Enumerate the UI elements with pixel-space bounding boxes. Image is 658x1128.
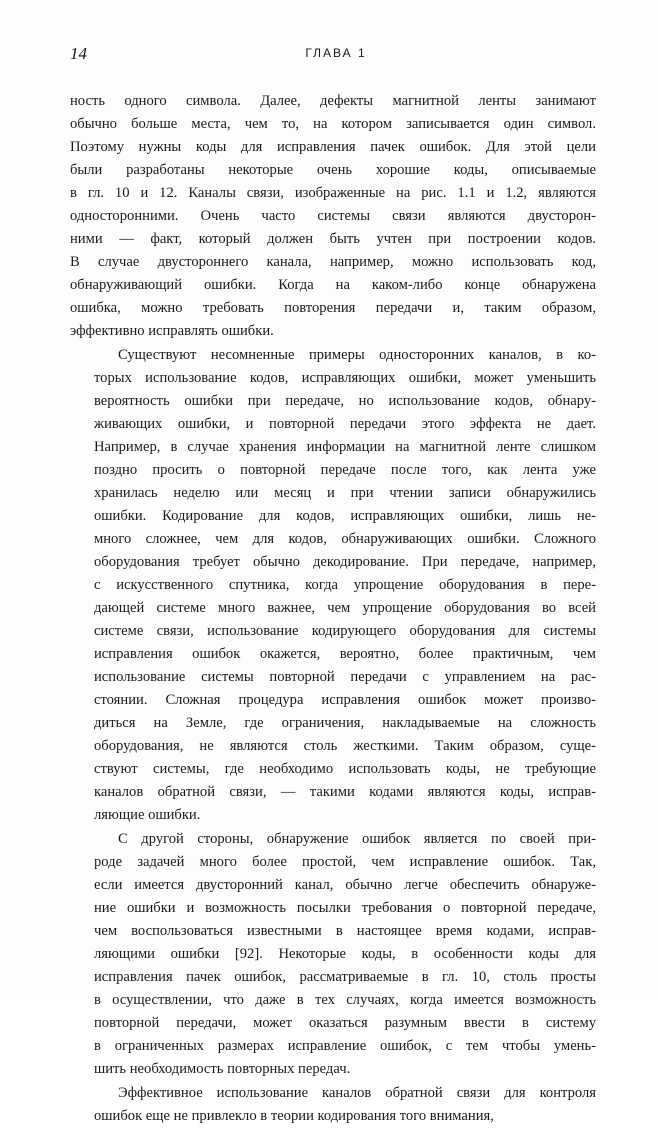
text-line: оборудования требует обычно декодирование. При передаче, например,: [94, 554, 596, 570]
text-line: эффективно исправлять ошибки.: [70, 323, 274, 339]
text-line: ошибок еще не привлекло в теории кодирования того внимания,: [94, 1108, 494, 1124]
page-number: 14: [70, 44, 87, 63]
text-line: Например, в случае хранения информации на магнитной ленте слишком: [94, 439, 596, 455]
body-text: [70, 90, 596, 1128]
text-line: диться на Земле, где ограничения, накладываемые на сложность: [94, 715, 596, 731]
text-line: ляющими ошибки [92]. Некоторые коды, в особенности коды для: [94, 946, 596, 962]
text-line: Поэтому нужны коды для исправления пачек ошибок. Для этой цели: [70, 139, 596, 155]
text-line: повторной передачи, может оказаться разумным ввести в систему: [94, 1015, 596, 1031]
text-line: обычно больше места, чем то, на котором записывается один символ.: [70, 116, 596, 132]
text-line: ность одного символа. Далее, дефекты магнитной ленты занимают: [70, 93, 596, 109]
text-line: поздно просить о повторной передаче после того, как лента уже: [94, 462, 596, 478]
text-line: каналов обратной связи, — такими кодами являются коды, исправ-: [94, 784, 596, 800]
text-line: если имеется двусторонний канал, обычно легче обеспечить обнаруже-: [94, 877, 596, 893]
text-line: ошибки. Кодирование для кодов, исправляющих ошибки, лишь не-: [94, 508, 596, 524]
paragraph: [70, 344, 596, 827]
text-line: в гл. 10 и 12. Каналы связи, изображенные на рис. 1.1 и 1.2, являются: [70, 185, 596, 201]
text-line: ние ошибки и возможность посылки требования о повторной передаче,: [94, 900, 596, 916]
text-line: в ограниченных размерах исправление ошибок, с тем чтобы умень-: [94, 1038, 596, 1054]
text-line: ошибка, можно требовать повторения передачи и, таким образом,: [70, 300, 596, 316]
text-line: исправления ошибок окажется, вероятно, более практичным, чем: [94, 646, 596, 662]
text-line: обнаруживающий ошибки. Когда на каком-либо конце обнаружена: [70, 277, 596, 293]
text-line: хранилась неделю или месяц и при чтении записи обнаружились: [94, 485, 596, 501]
text-line: С другой стороны, обнаружение ошибок является по своей при-: [118, 831, 596, 847]
text-line: с искусственного спутника, когда упрощение оборудования в пере-: [94, 577, 596, 593]
text-line: ствуют системы, где необходимо использовать коды, не требующие: [94, 761, 596, 777]
text-line: Существуют несомненные примеры односторонних каналов, в ко-: [118, 347, 596, 363]
text-line: чем воспользоваться известными в настоящее время кодами, исправ-: [94, 923, 596, 939]
text-line: вероятность ошибки при передаче, но использование кодов, обнару-: [94, 393, 596, 409]
page-header: [70, 44, 602, 66]
text-line: Эффективное использование каналов обратной связи для контроля: [118, 1085, 596, 1101]
paragraph: [70, 1082, 596, 1128]
text-line: односторонними. Очень часто системы связи являются двусторон-: [70, 208, 596, 224]
text-line: торых использование кодов, исправляющих ошибки, может уменьшить: [94, 370, 596, 386]
text-line: В случае двустороннего канала, например, можно использовать код,: [70, 254, 596, 270]
text-line: использование системы повторной передачи с управлением на рас-: [94, 669, 596, 685]
text-line: оборудования, не являются столь жесткими. Таким образом, суще-: [94, 738, 596, 754]
text-line: ляющие ошибки.: [94, 807, 201, 823]
text-line: много сложнее, чем для кодов, обнаруживающих ошибки. Сложного: [94, 531, 596, 547]
text-line: ними — факт, который должен быть учтен при построении кодов.: [70, 231, 596, 247]
text-line: живающих ошибки, и повторной передачи этого эффекта не дает.: [94, 416, 596, 432]
paragraph: [70, 90, 596, 343]
text-line: системе связи, использование кодирующего оборудования для системы: [94, 623, 596, 639]
paragraph: [70, 828, 596, 1081]
text-line: стоянии. Сложная процедура исправления ошибок может произво-: [94, 692, 596, 708]
text-line: дающей системе много важнее, чем упрощение оборудования во всей: [94, 600, 596, 616]
text-line: были разработаны некоторые очень хорошие коды, описываемые: [70, 162, 596, 178]
text-line: исправления пачек ошибок, рассматриваемые в гл. 10, столь просты: [94, 969, 596, 985]
text-line: в осуществлении, что даже в тех случаях, когда имеется возможность: [94, 992, 596, 1008]
text-line: шить необходимость повторных передач.: [94, 1061, 351, 1077]
running-head: ГЛАВА 1: [305, 46, 367, 60]
text-line: роде задачей много более простой, чем исправление ошибок. Так,: [94, 854, 596, 870]
